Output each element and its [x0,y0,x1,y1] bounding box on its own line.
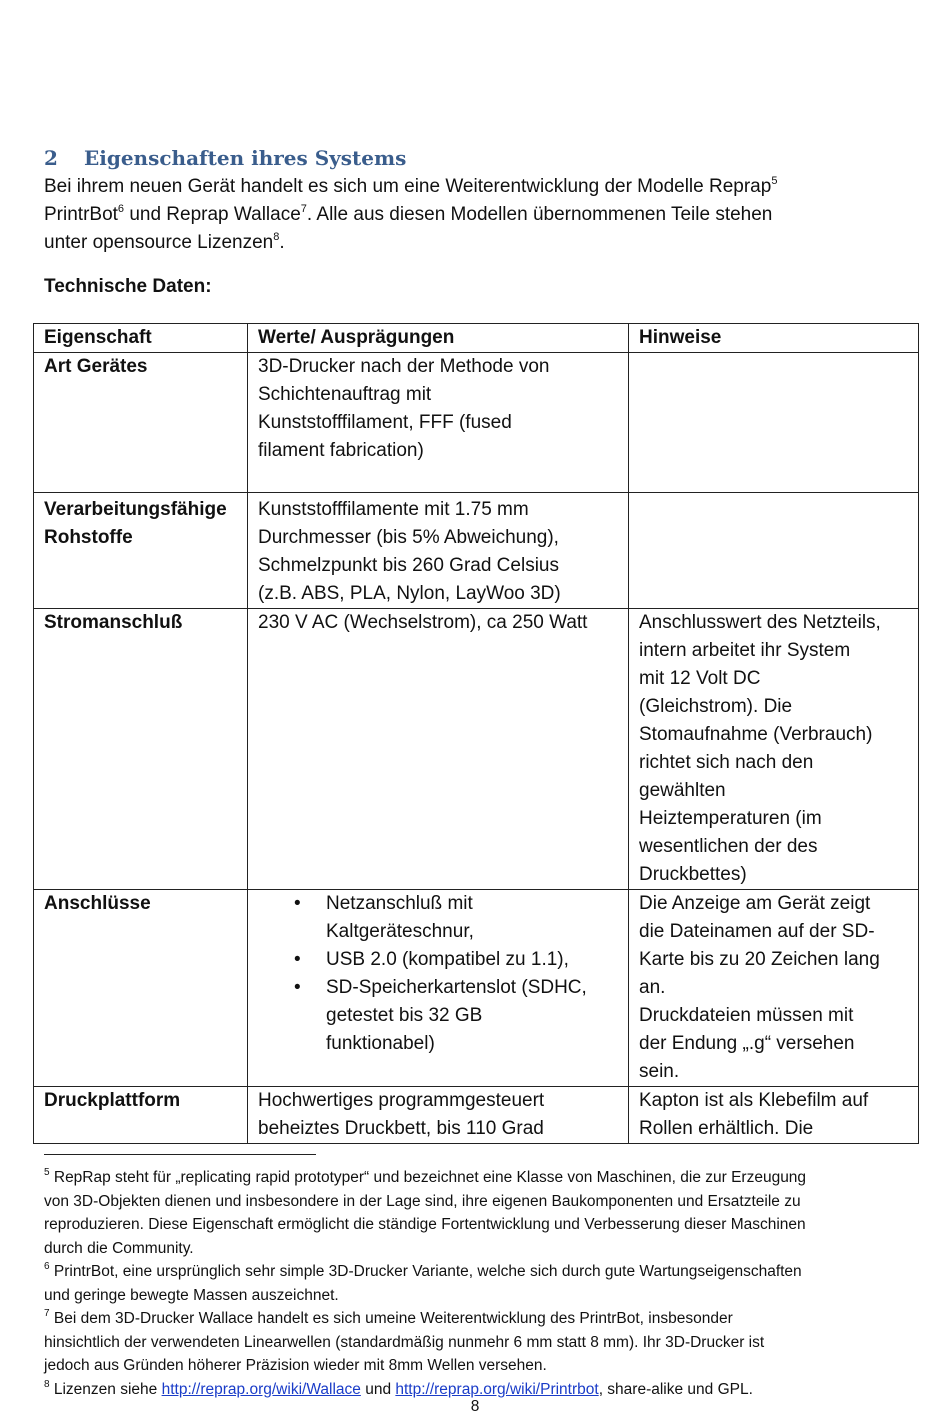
value-cell: Kunststofffilamente mit 1.75 mm Durchmesser (bis 5% Abweichung), Schmelzpunkt bis 260 Grad Celsius (z.B. ABS, PLA, Nylon, LayWoo 3D) [248,493,629,609]
value-cell: 3D-Drucker nach der Methode von Schichtenauftrag mit Kunststofffilament, FFF (fused filament fabrication) [248,353,629,493]
bullet-icon: • [294,949,301,970]
intro-text: PrintrBot [44,204,118,225]
footnote-ref[interactable]: 5 [771,175,778,187]
value-cell: Hochwertiges programmgesteuert beheiztes Druckbett, bis 110 Grad [248,1087,629,1144]
printrbot-link[interactable]: http://reprap.org/wiki/Printrbot [395,1380,599,1398]
page-number: 8 [470,1398,480,1415]
intro-text: unter opensource Lizenzen [44,232,274,253]
note-cell: Anschlusswert des Netzteils, intern arbeitet ihr System mit 12 Volt DC (Gleichstrom). Die Stomaufnahme (Verbrauch) richtet sich nach den gewählten Heiztemperaturen (im wesentlichen der des Druckbettes) [629,609,919,890]
property-cell: Anschlüsse [34,890,248,1087]
bullet-icon: • [294,893,301,914]
note-cell: Die Anzeige am Gerät zeigt die Dateinamen auf der SD- Karte bis zu 20 Zeichen lang an. Druckdateien müssen mit der Endung „.g“ versehen sein. [629,890,919,1087]
note-cell [629,353,919,493]
bullet-icon: • [294,977,301,998]
footnote-ref[interactable]: 6 [117,203,125,215]
property-cell: Art Gerätes [34,353,248,493]
footnote-ref[interactable]: 8 [273,231,280,243]
footnotes [44,1166,914,1401]
property-cell: Druckplattform [34,1087,248,1144]
table-row [34,493,919,609]
value-cell: 230 V AC (Wechselstrom), ca 250 Watt [248,609,629,890]
table-header-row [34,324,919,353]
list-item: • USB 2.0 (kompatibel zu 1.1), [306,946,624,974]
intro-paragraph [44,173,914,257]
footnote-ref[interactable]: 7 [300,203,307,215]
footnote-8: $^8$ Lizenzen siehe http://reprap.org/wiki/Wallace und http://reprap.org/wiki/Printrbot, share-alike und GPL. [44,1378,753,1398]
footnote-5: $^5$ RepRap steht für „replicating rapid prototyper“ und bezeichnet eine Klasse von Maschinen, die zur Erzeugung von 3D-Objekten dienen und insbesondere in der Lage sind, ihre eigenen Baukomponenten und Ersatzteile zu reproduzieren. Diese Eigenschaft ermöglicht die ständige Fortentwicklung und Verbesserung dieser Maschinen durch die Community. [44,1167,807,1257]
column-header: Hinweise [629,324,919,353]
wallace-link[interactable]: http://reprap.org/wiki/Wallace [161,1380,361,1398]
footnote-7: $^7$ Bei dem 3D-Drucker Wallace handelt es sich umeine Weiterentwicklung des PrintrBot, insbesonder hinsichtlich der verwendeten Linearwellen (standardmäßig nunmehr 6 mm statt 8 mm). Ihr 3D-Drucker ist jedoch aus Gründen höherer Präzision wieder mit 8mm Wellen versehen. [44,1308,765,1374]
intro-text: . Alle aus diesen Modellen übernommenen Teile stehen [306,204,773,225]
footnote-6: $^6$ PrintrBot, eine ursprünglich sehr simple 3D-Drucker Variante, welche sich durch gute Wartungseigenschaften und geringe bewegte Massen auszeichnet. [44,1261,802,1304]
property-cell: Verarbeitungsfähige Rohstoffe [34,493,248,609]
section-number: 2 [44,146,58,170]
list-item: • Netzanschluß mit Kaltgeräteschnur, [306,890,624,946]
value-cell [248,890,629,1087]
table-row [34,1087,919,1144]
note-cell [629,493,919,609]
section-heading [44,146,406,170]
section-title: Eigenschaften ihres Systems [84,146,407,170]
footnote-separator [44,1154,316,1155]
specification-table [33,323,919,1144]
note-cell: Kapton ist als Klebefilm auf Rollen erhältlich. Die [629,1087,919,1144]
table-row [34,353,919,493]
column-header: Werte/ Ausprägungen [248,324,629,353]
connection-list [258,890,624,1058]
intro-text: . [279,232,285,253]
intro-text: und Reprap Wallace [124,204,301,225]
column-header: Eigenschaft [34,324,248,353]
table-row [34,890,919,1087]
technical-data-title: Technische Daten: [44,276,212,297]
property-cell: Stromanschluß [34,609,248,890]
table-row [34,609,919,890]
list-item: • SD-Speicherkartenslot (SDHC, getestet bis 32 GB funktionabel) [306,974,624,1058]
intro-text: Bei ihrem neuen Gerät handelt es sich um eine Weiterentwicklung der Modelle Reprap [44,176,772,197]
